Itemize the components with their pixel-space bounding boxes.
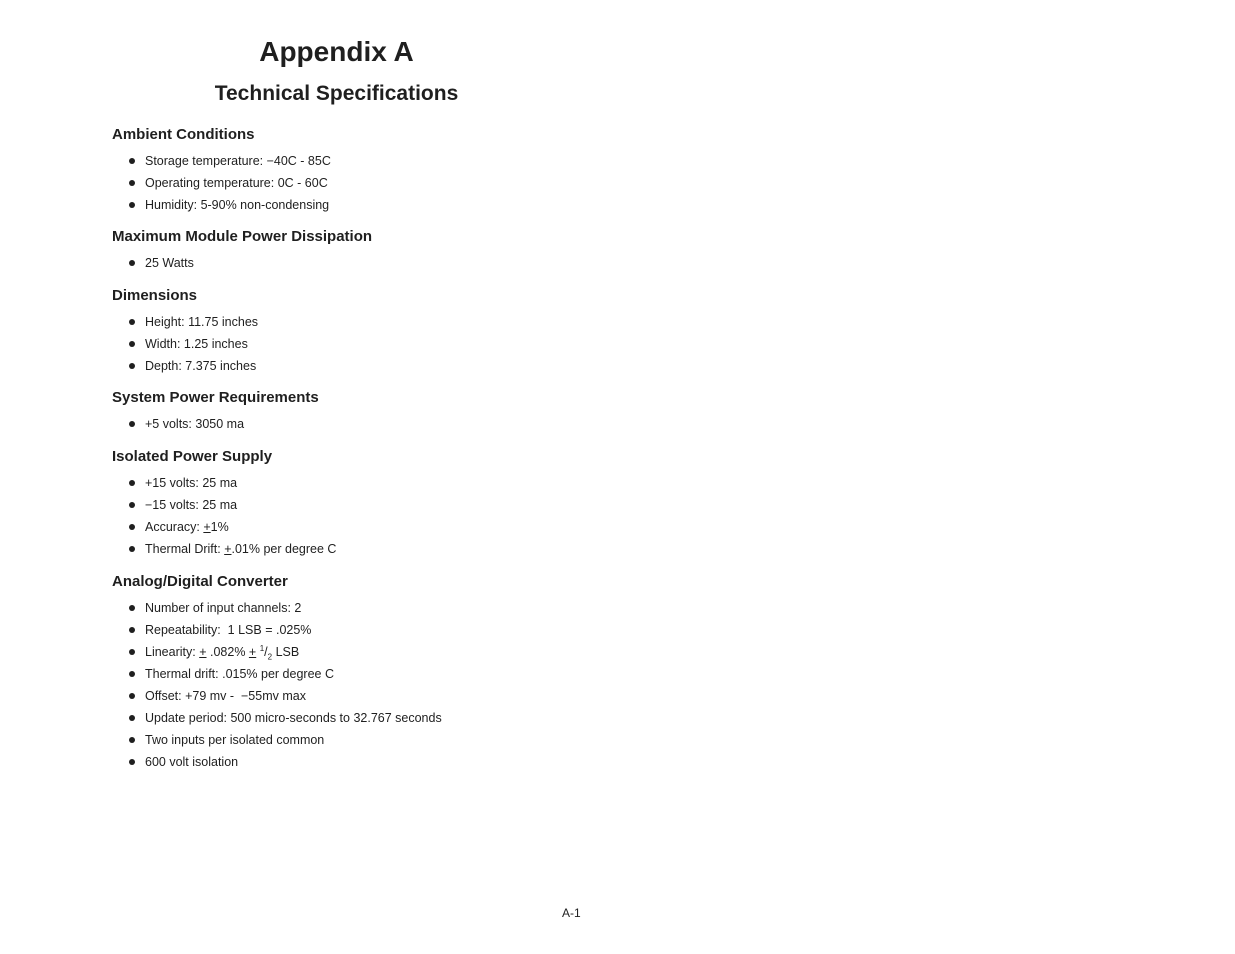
- list-item: Repeatability: 1 LSB = .025%: [112, 619, 442, 641]
- plus-minus-symbol: +: [199, 645, 207, 659]
- spec-list: [112, 597, 442, 773]
- list-item: −15 volts: 25 ma: [112, 494, 336, 516]
- section-heading: System Power Requirements: [112, 389, 319, 406]
- list-item: [112, 516, 336, 538]
- spec-list: [112, 413, 319, 435]
- list-item: 600 volt isolation: [112, 751, 442, 773]
- item-value: 1%: [210, 520, 229, 534]
- plus-minus-symbol: +: [248, 645, 257, 659]
- fraction-slash: /: [264, 645, 268, 659]
- section-power-dissipation: [112, 228, 372, 274]
- section-ambient-conditions: [112, 126, 331, 216]
- item-label: Thermal Drift:: [145, 542, 225, 556]
- fraction-numerator: 1: [259, 643, 265, 653]
- list-item: Offset: +79 mv - −55mv max: [112, 685, 442, 707]
- section-heading: Isolated Power Supply: [112, 448, 273, 465]
- list-item: Height: 11.75 inches: [112, 311, 258, 333]
- list-item: +15 volts: 25 ma: [112, 472, 336, 494]
- plus-minus-symbol: +: [203, 520, 211, 534]
- section-heading: Analog/Digital Converter: [112, 573, 288, 590]
- item-label: Linearity:: [145, 645, 200, 659]
- page-title: Appendix A: [259, 36, 414, 67]
- fraction-denominator: 2: [267, 652, 273, 662]
- list-item: Operating temperature: 0C - 60C: [112, 172, 331, 194]
- list-item: Number of input channels: 2: [112, 597, 442, 619]
- item-value: .082%: [206, 645, 249, 659]
- list-item: Thermal drift: .015% per degree C: [112, 663, 442, 685]
- section-dimensions: [112, 287, 258, 377]
- section-heading: Ambient Conditions: [112, 126, 255, 143]
- list-item: Width: 1.25 inches: [112, 333, 258, 355]
- list-item: Humidity: 5-90% non-condensing: [112, 194, 331, 216]
- item-label: Accuracy:: [145, 520, 204, 534]
- item-value: LSB: [272, 645, 300, 659]
- list-item: Depth: 7.375 inches: [112, 355, 258, 377]
- spec-list: [112, 150, 331, 216]
- list-item: Update period: 500 micro-seconds to 32.767 seconds: [112, 707, 442, 729]
- spec-list: [112, 311, 258, 377]
- list-item: +5 volts: 3050 ma: [112, 413, 319, 435]
- section-heading: Maximum Module Power Dissipation: [112, 228, 373, 245]
- list-item: [112, 538, 336, 560]
- list-item: Storage temperature: −40C - 85C: [112, 150, 331, 172]
- list-item: Two inputs per isolated common: [112, 729, 442, 751]
- plus-minus-symbol: +: [224, 542, 232, 556]
- section-heading: Dimensions: [112, 287, 198, 304]
- section-adc: [112, 573, 442, 773]
- spec-list: [112, 472, 336, 560]
- list-item: [112, 641, 442, 663]
- section-isolated-power-supply: [112, 448, 336, 560]
- spec-list: [112, 252, 372, 274]
- list-item: 25 Watts: [112, 252, 372, 274]
- item-value: .01% per degree C: [231, 542, 337, 556]
- page-subtitle: Technical Specifications: [214, 82, 459, 105]
- section-system-power: [112, 389, 319, 435]
- page-number: A-1: [562, 906, 581, 920]
